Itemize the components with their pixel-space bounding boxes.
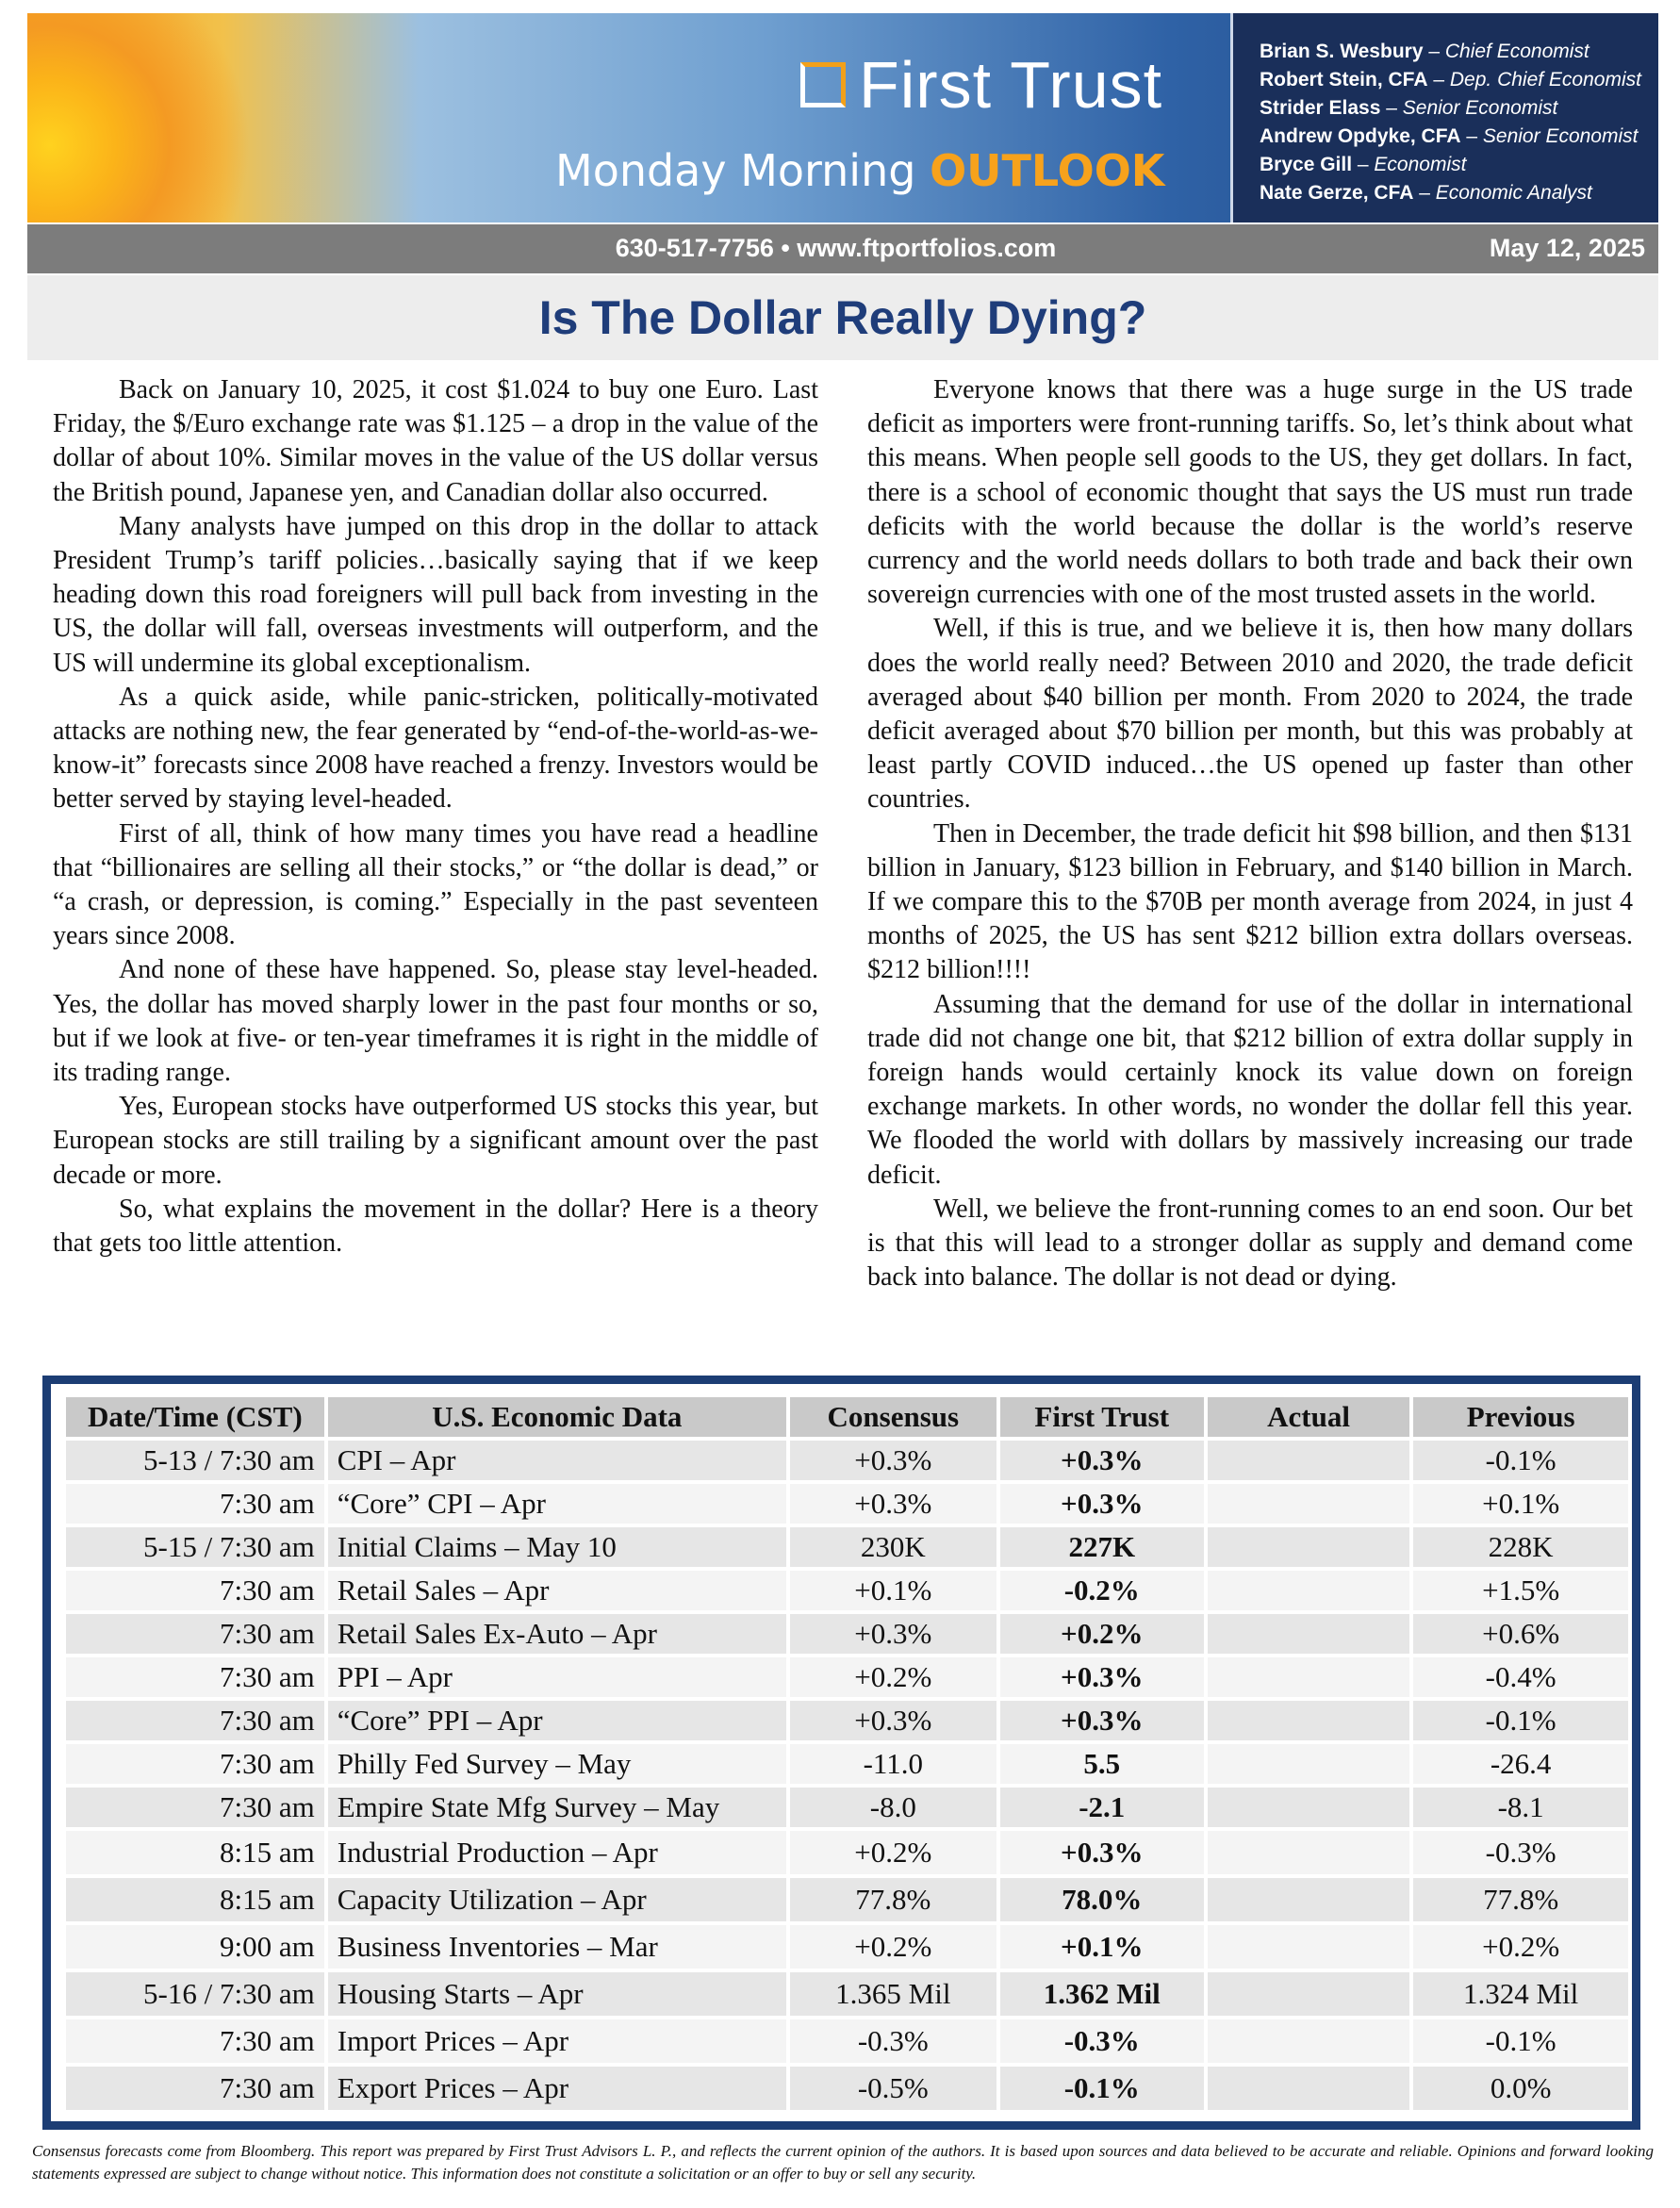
table-row [66,1527,1628,1567]
cell-consensus: +0.2% [790,1925,996,1969]
cell-name: Retail Sales Ex-Auto – Apr [328,1614,786,1654]
cell-actual [1208,1614,1409,1654]
article-column-left [53,373,818,1261]
table-row [66,1788,1628,1827]
cell-actual [1208,1527,1409,1567]
paragraph: So, what explains the movement in the dollar? Here is a theory that gets too little attention. [53,1194,818,1259]
cell-consensus: 1.365 Mil [790,1972,996,2016]
cell-ft: 78.0% [1000,1878,1204,1921]
table-row [66,1571,1628,1610]
cell-previous: +1.5% [1413,1571,1628,1610]
table-header-row [66,1397,1628,1437]
column-header: Consensus [790,1397,996,1437]
paragraph: Everyone knows that there was a huge surge in the US trade deficit as importers were front-running tariffs. So, let’s think about what this means. When people sell goods to the US, they get dollars. In fact, there is a school of economic thought that says the US must run trade deficits with the world because the dollar is the world’s reserve currency and the world needs dollars to both trade and back their own sovereign currencies with one of the most trusted assets in the world. [867,375,1633,610]
paragraph: Then in December, the trade deficit hit $98 billion, and then $131 billion in January, $123 billion in February, and $140 billion in March. If we compare this to the $70B per month average from 2024, in just 4 months of 2025, the US has sent $212 billion extra dollars overseas. $212 billion!!!! [867,818,1633,985]
cell-actual [1208,1701,1409,1740]
cell-previous: +0.1% [1413,1484,1628,1524]
cell-time: 7:30 am [66,1571,324,1610]
cell-consensus: 230K [790,1527,996,1567]
cell-time: 8:15 am [66,1831,324,1874]
cell-actual [1208,1441,1409,1480]
cell-name: Export Prices – Apr [328,2067,786,2110]
table-row [66,1925,1628,1969]
cell-ft: 1.362 Mil [1000,1972,1204,2016]
paragraph: Well, if this is true, and we believe it is, then how many dollars does the world really need? Between 2010 and 2020, the trade deficit averaged about $40 billion per month. From 2020 to 2024, the trade deficit averaged about $70 billion per month, but this was probably at least partly COVID induced…the US opened up faster than other countries. [867,614,1633,815]
cell-name: Industrial Production – Apr [328,1831,786,1874]
column-header: Actual [1208,1397,1409,1437]
cell-consensus: -0.5% [790,2067,996,2110]
contact-info: 630-517-7756 • www.ftportfolios.com [615,234,1057,262]
staff-row: Bryce Gill – Economist [1260,154,1467,175]
cell-time: 9:00 am [66,1925,324,1969]
cell-time: 7:30 am [66,1614,324,1654]
cell-previous: -0.3% [1413,1831,1628,1874]
table-row [66,1614,1628,1654]
cell-previous: -0.1% [1413,1441,1628,1480]
cell-consensus: -8.0 [790,1788,996,1827]
cell-name: Housing Starts – Apr [328,1972,786,2016]
table-row [66,1441,1628,1480]
cell-actual [1208,1744,1409,1784]
cell-consensus: +0.1% [790,1571,996,1610]
cell-time: 7:30 am [66,1701,324,1740]
cell-ft: +0.3% [1000,1831,1204,1874]
paragraph: Assuming that the demand for use of the dollar in international trade did not change one bit, that $212 billion of extra dollar supply in foreign hands would certainly knock its value down on foreign exchange markets. In other words, no wonder the dollar fell this year. We flooded the world with dollars by massively increasing our trade deficit. [867,989,1633,1190]
cell-previous: 228K [1413,1527,1628,1567]
cell-name: Business Inventories – Mar [328,1925,786,1969]
cell-name: Initial Claims – May 10 [328,1527,786,1567]
staff-row: Brian S. Wesbury – Chief Economist [1260,41,1589,62]
cell-name: PPI – Apr [328,1657,786,1697]
cell-actual [1208,2019,1409,2063]
cell-name: CPI – Apr [328,1441,786,1480]
cell-consensus: +0.3% [790,1484,996,1524]
table-row [66,2019,1628,2063]
cell-ft: -0.3% [1000,2019,1204,2063]
paragraph: Well, we believe the front-running comes to an end soon. Our bet is that this will lead to a stronger dollar as supply and demand come back into balance. The dollar is not dead or dying. [867,1194,1633,1293]
cell-time: 7:30 am [66,1788,324,1827]
cell-previous: -26.4 [1413,1744,1628,1784]
staff-row: Nate Gerze, CFA – Economic Analyst [1260,182,1592,204]
cell-actual [1208,1925,1409,1969]
brand-logo [800,47,1162,123]
cell-consensus: +0.3% [790,1614,996,1654]
cell-previous: +0.6% [1413,1614,1628,1654]
cell-time: 8:15 am [66,1878,324,1921]
table-row [66,1701,1628,1740]
cell-actual [1208,2067,1409,2110]
article-column-right [867,373,1633,1294]
cell-ft: +0.3% [1000,1657,1204,1697]
paragraph: First of all, think of how many times you have read a headline that “billionaires are selling all their stocks,” or “the dollar is dead,” or “a crash, or depression, is coming.” Especially in the past seventeen years since 2008. [53,818,818,951]
staff-row: Andrew Opdyke, CFA – Senior Economist [1260,125,1639,147]
table-row [66,1657,1628,1697]
cell-ft: 5.5 [1000,1744,1204,1784]
publication-accent: OUTLOOK [930,145,1165,196]
article-title: Is The Dollar Really Dying? [538,291,1147,344]
economic-data-calendar [42,1376,1640,2130]
cell-ft: +0.3% [1000,1441,1204,1480]
cell-actual [1208,1831,1409,1874]
cell-name: Empire State Mfg Survey – May [328,1788,786,1827]
brand-name: First Trust [859,48,1163,122]
cell-name: Philly Fed Survey – May [328,1744,786,1784]
cell-ft: +0.2% [1000,1614,1204,1654]
cell-previous: 77.8% [1413,1878,1628,1921]
publication-prefix: Monday Morning [555,145,916,196]
cell-previous: 0.0% [1413,2067,1628,2110]
cell-previous: -0.1% [1413,2019,1628,2063]
staff-row: Strider Elass – Senior Economist [1260,97,1558,119]
contact-bar [27,224,1658,273]
cell-ft: 227K [1000,1527,1204,1567]
cell-ft: -0.1% [1000,2067,1204,2110]
sunrise-graphic [27,13,254,222]
table-row [66,1831,1628,1874]
cell-ft: +0.1% [1000,1925,1204,1969]
cell-ft: +0.3% [1000,1484,1204,1524]
column-header: Previous [1413,1397,1628,1437]
table-row [66,1744,1628,1784]
cell-time: 7:30 am [66,2019,324,2063]
cell-ft: -2.1 [1000,1788,1204,1827]
cell-actual [1208,1657,1409,1697]
disclaimer: Consensus forecasts come from Bloomberg. This report was prepared by First Trust Advisors L. P., and reflects the current opinion of the authors. It is based upon sources and data believed to be accurate and reliable. Opinions and forward looking statements expressed are subject to change without notice. This information does not constitute a solicitation or an offer to buy or sell any security. [32,2142,1654,2183]
paragraph: And none of these have happened. So, please stay level-headed. Yes, the dollar has moved sharply lower in the past four months or so, but if we look at five- or ten-year timeframes it is right in the middle of its trading range. [53,955,818,1088]
cell-previous: -8.1 [1413,1788,1628,1827]
paragraph: As a quick aside, while panic-stricken, politically-motivated attacks are nothing new, the fear generated by “end-of-the-world-as-we-know-it” forecasts since 2008 have reached a frenzy. Investors would be better served by staying level-headed. [53,682,818,815]
cell-actual [1208,1972,1409,2016]
cell-time: 7:30 am [66,1657,324,1697]
cell-actual [1208,1878,1409,1921]
table-row [66,1878,1628,1921]
cell-previous: -0.1% [1413,1701,1628,1740]
article-title-box [27,275,1658,360]
table-row [66,1484,1628,1524]
table-row [66,1972,1628,2016]
paragraph: Yes, European stocks have outperformed US stocks this year, but European stocks are still trailing by a significant amount over the past decade or more. [53,1092,818,1190]
cell-consensus: -11.0 [790,1744,996,1784]
cell-consensus: +0.3% [790,1701,996,1740]
cell-actual [1208,1484,1409,1524]
paragraph: Back on January 10, 2025, it cost $1.024 to buy one Euro. Last Friday, the $/Euro exchange rate was $1.125 – a drop in the value of the dollar of about 10%. Similar moves in the value of the US dollar versus the British pound, Japanese yen, and Canadian dollar also occurred. [53,375,818,507]
cell-ft: +0.3% [1000,1701,1204,1740]
cell-time: 7:30 am [66,2067,324,2110]
cell-time: 7:30 am [66,1484,324,1524]
cell-name: Capacity Utilization – Apr [328,1878,786,1921]
column-header: Date/Time (CST) [66,1397,324,1437]
cell-time: 5-16 / 7:30 am [66,1972,324,2016]
cell-actual [1208,1788,1409,1827]
staff-row: Robert Stein, CFA – Dep. Chief Economist [1260,69,1641,91]
cell-time: 5-13 / 7:30 am [66,1441,324,1480]
cell-previous: -0.4% [1413,1657,1628,1697]
cell-actual [1208,1571,1409,1610]
cell-ft: -0.2% [1000,1571,1204,1610]
cell-name: “Core” PPI – Apr [328,1701,786,1740]
paragraph: Many analysts have jumped on this drop in the dollar to attack President Trump’s tariff policies…basically saying that if we keep heading down this road foreigners will pull back from investing in the US, the dollar will fall, overseas investments will outperform, and the US will undermine its global exceptionalism. [53,511,818,678]
economic-data-table [62,1393,1632,2114]
cell-consensus: 77.8% [790,1878,996,1921]
column-header: U.S. Economic Data [328,1397,786,1437]
issue-date: May 12, 2025 [1489,234,1645,262]
cell-consensus: +0.3% [790,1441,996,1480]
cell-previous: 1.324 Mil [1413,1972,1628,2016]
cell-consensus: +0.2% [790,1831,996,1874]
cell-time: 7:30 am [66,1744,324,1784]
cell-name: Import Prices – Apr [328,2019,786,2063]
staff-list [1230,13,1658,222]
cell-name: Retail Sales – Apr [328,1571,786,1610]
cell-name: “Core” CPI – Apr [328,1484,786,1524]
cell-previous: +0.2% [1413,1925,1628,1969]
column-header: First Trust [1000,1397,1204,1437]
publication-name [555,145,1164,196]
table-row [66,2067,1628,2110]
cell-consensus: -0.3% [790,2019,996,2063]
cell-consensus: +0.2% [790,1657,996,1697]
cell-time: 5-15 / 7:30 am [66,1527,324,1567]
logo-square-icon [800,62,846,107]
